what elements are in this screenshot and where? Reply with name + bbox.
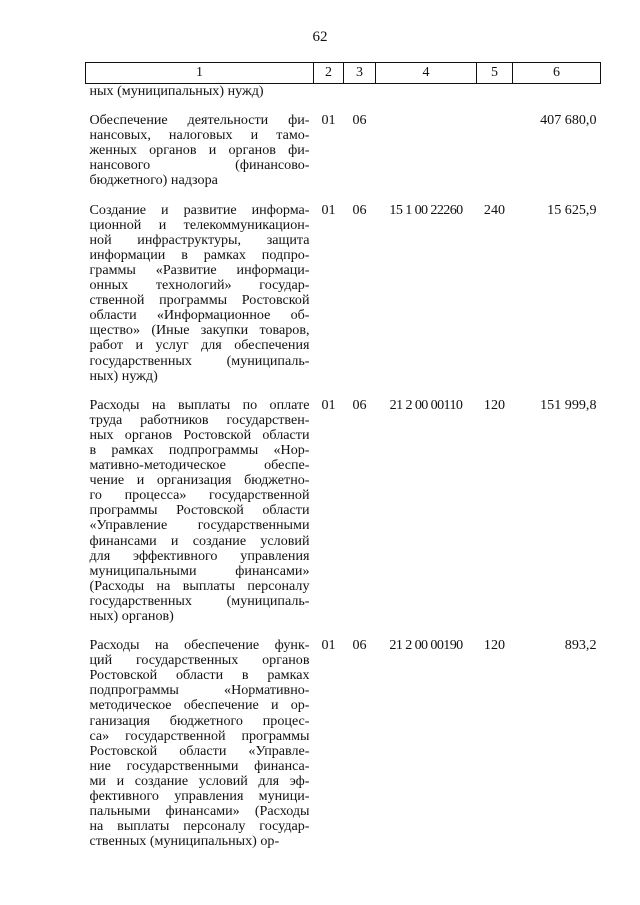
row-subsection-code: 06 bbox=[352, 637, 367, 654]
description-line: Расходы на обеспечение функ- bbox=[89, 637, 310, 654]
description-line: программы Ростовской области bbox=[89, 502, 310, 519]
description-line: онных технологий» государ- bbox=[89, 277, 310, 294]
row-section-code: 01 bbox=[321, 112, 336, 129]
description-line: фективного управления муници- bbox=[89, 788, 310, 805]
description-line: Создание и развитие информа- bbox=[89, 201, 310, 218]
description-line: области «Информационное об- bbox=[89, 307, 310, 324]
row-description bbox=[86, 624, 314, 849]
description-line: в рамках подпрограммы «Нор- bbox=[89, 441, 310, 458]
row-description bbox=[86, 384, 314, 624]
table-row bbox=[86, 189, 601, 384]
row-target-article-code bbox=[376, 99, 477, 188]
description-line: государственных (муниципаль- bbox=[89, 592, 310, 609]
description-line: ций государственных органов bbox=[89, 652, 310, 669]
description-line: ных органов Ростовской области bbox=[89, 426, 310, 443]
row-amount: 407 680,0 bbox=[540, 112, 597, 129]
row-target-article-code: 21 2 00 00110 bbox=[389, 396, 463, 413]
table-header bbox=[86, 63, 601, 84]
description-line: са» государственной программы bbox=[89, 727, 310, 744]
description-line: ной инфраструктуры, защита bbox=[89, 231, 310, 248]
header-col-3: 3 bbox=[344, 63, 376, 84]
row-description bbox=[86, 99, 314, 188]
description-line: го процесса» государственной bbox=[89, 487, 310, 504]
description-line: работ и услуг для обеспечения bbox=[89, 337, 310, 354]
row-expense-type-code bbox=[477, 99, 513, 188]
description-line: ных) органов) bbox=[89, 608, 174, 624]
description-line: нансового (финансово- bbox=[89, 157, 310, 174]
row-target-article-code: 21 2 00 00190 bbox=[389, 637, 463, 654]
description-line: для эффективного управления bbox=[89, 547, 310, 564]
description-line: щество» (Иные закупки товаров, bbox=[89, 322, 310, 339]
description-line: женных органов и органов фи- bbox=[89, 142, 310, 159]
continuation-text bbox=[86, 84, 314, 100]
description-line: ние государственными финанса- bbox=[89, 757, 310, 774]
row-expense-type-code: 120 bbox=[483, 396, 506, 413]
description-line: мативно-методическое обеспе- bbox=[89, 457, 310, 474]
row-expense-type-code: 240 bbox=[483, 201, 506, 218]
table-body bbox=[86, 84, 601, 850]
description-line: Обеспечение деятельности фи- bbox=[89, 112, 310, 129]
row-amount: 15 625,9 bbox=[547, 201, 597, 218]
row-amount: 151 999,8 bbox=[540, 396, 597, 413]
page-number: 62 bbox=[312, 29, 328, 45]
table-row bbox=[86, 624, 601, 849]
budget-table bbox=[85, 62, 601, 849]
description-line: муниципальными финансами» bbox=[89, 562, 310, 579]
header-col-1: 1 bbox=[86, 63, 314, 84]
table-row bbox=[86, 384, 601, 624]
description-line: ми и создание условий для эф- bbox=[89, 772, 310, 789]
header-col-6: 6 bbox=[513, 63, 601, 84]
row-subsection-code: 06 bbox=[352, 201, 367, 218]
description-line: (Расходы на выплаты персоналу bbox=[89, 577, 310, 594]
description-line: «Управление государственными bbox=[89, 517, 310, 534]
row-section-code: 01 bbox=[321, 637, 336, 654]
header-col-2: 2 bbox=[314, 63, 344, 84]
continuation-row bbox=[86, 84, 601, 100]
description-line: ных (муниципальных) нужд) bbox=[89, 83, 264, 99]
header-col-5: 5 bbox=[477, 63, 513, 84]
description-line: Ростовской области «Управле- bbox=[89, 742, 310, 759]
row-expense-type-code: 120 bbox=[483, 637, 506, 654]
description-line: ственной программы Ростовской bbox=[89, 292, 310, 309]
row-target-article-code: 15 1 00 22260 bbox=[389, 201, 463, 218]
description-line: Расходы на выплаты по оплате bbox=[89, 396, 310, 413]
row-section-code: 01 bbox=[321, 396, 336, 413]
table-row bbox=[86, 99, 601, 188]
row-amount: 893,2 bbox=[564, 637, 597, 654]
description-line: ганизация бюджетного процес- bbox=[89, 712, 310, 729]
description-line: государственных (муниципаль- bbox=[89, 352, 310, 369]
description-line: пальными финансами» (Расходы bbox=[89, 803, 310, 820]
row-description bbox=[86, 189, 314, 384]
description-line: ционной и телекоммуникацион- bbox=[89, 216, 310, 233]
description-line: ных) нужд) bbox=[89, 367, 158, 384]
description-line: информации в рамках подпро- bbox=[89, 246, 310, 263]
description-line: граммы «Развитие информаци- bbox=[89, 261, 310, 278]
description-line: на выплаты персоналу государ- bbox=[89, 818, 310, 835]
row-subsection-code: 06 bbox=[352, 112, 367, 129]
description-line: труда работников государствен- bbox=[89, 411, 310, 428]
row-section-code: 01 bbox=[321, 201, 336, 218]
description-line: подпрограммы «Нормативно- bbox=[89, 682, 310, 699]
description-line: нансовых, налоговых и тамо- bbox=[89, 127, 310, 144]
description-line: чение и организация бюджетно- bbox=[89, 472, 310, 489]
row-subsection-code: 06 bbox=[352, 396, 367, 413]
header-col-4: 4 bbox=[376, 63, 477, 84]
description-line: ственных (муниципальных) ор- bbox=[89, 833, 280, 850]
description-line: Ростовской области в рамках bbox=[89, 667, 310, 684]
description-line: бюджетного) надзора bbox=[89, 172, 218, 189]
description-line: финансами и создание условий bbox=[89, 532, 310, 549]
header-row bbox=[86, 63, 601, 84]
description-line: методическое обеспечение и ор- bbox=[89, 697, 310, 714]
